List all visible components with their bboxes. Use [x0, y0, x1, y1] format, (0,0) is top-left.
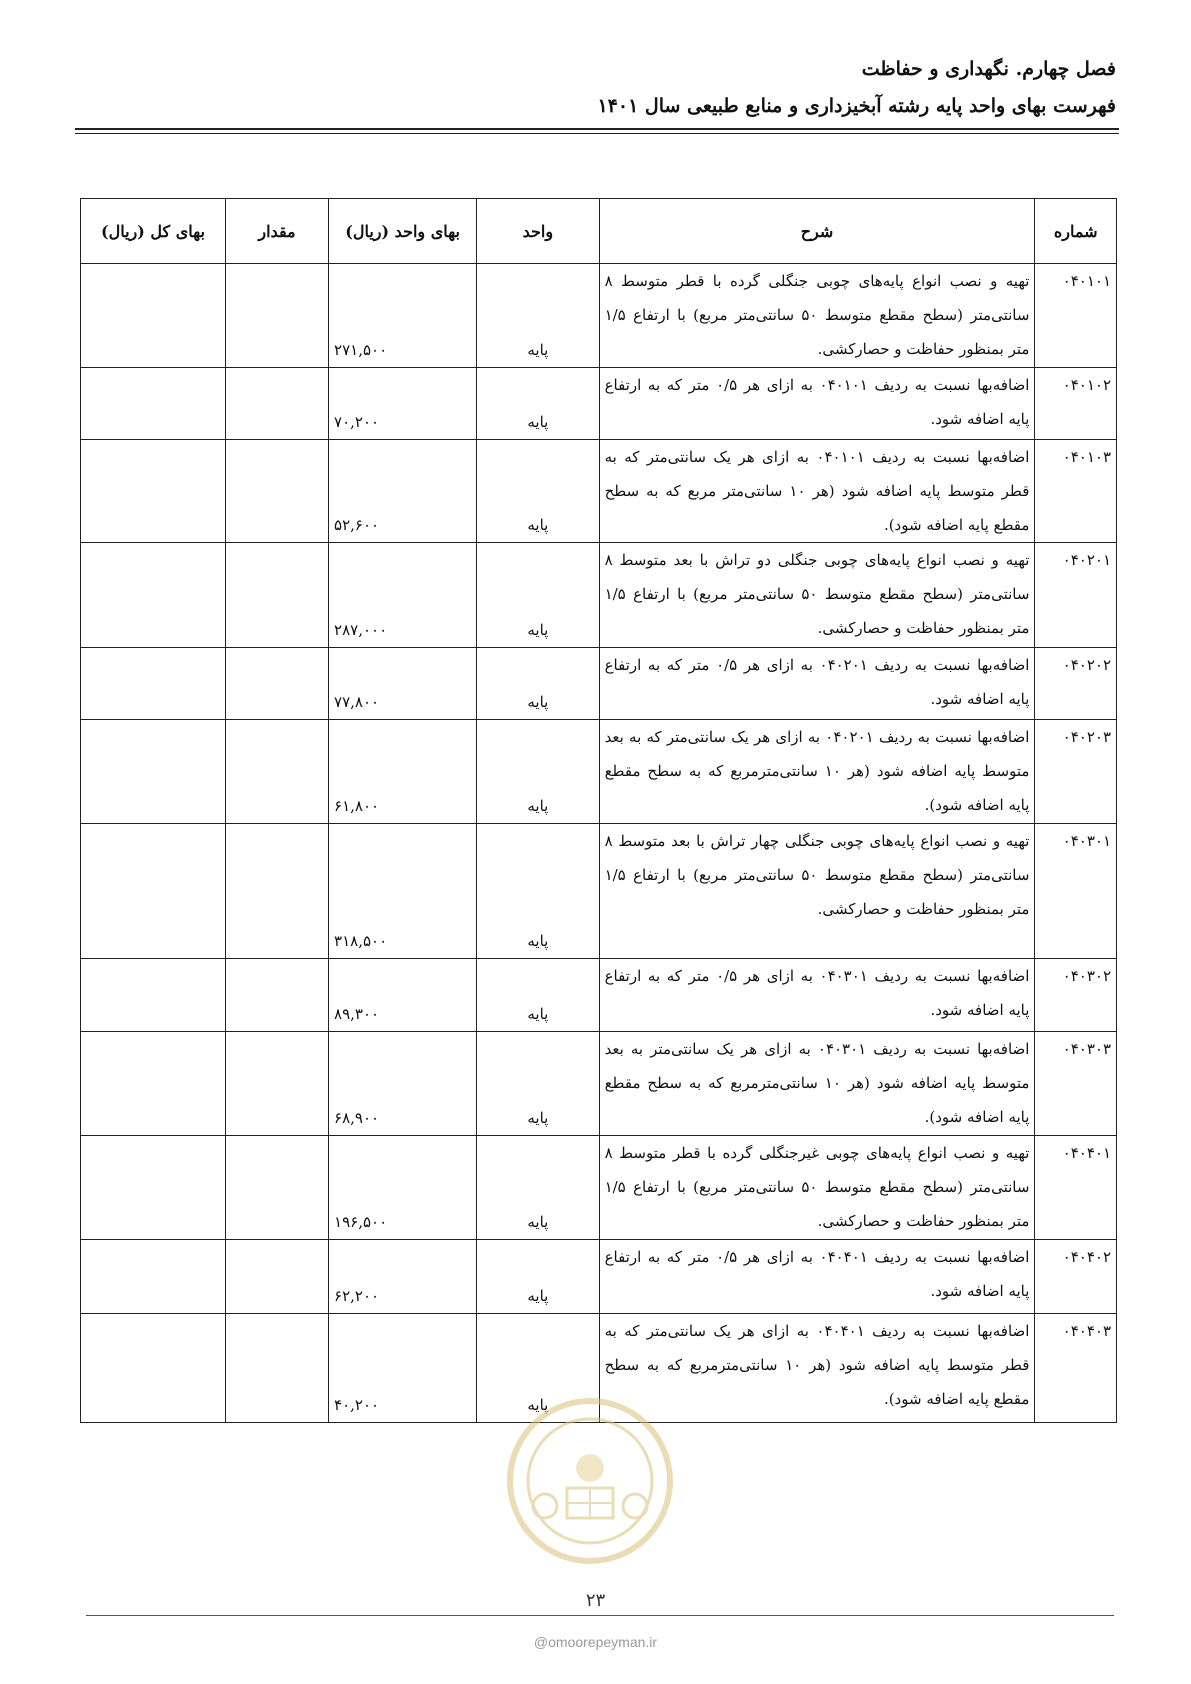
item-unit-price: ۶۲,۲۰۰ [329, 1240, 477, 1314]
item-number: ۰۴۰۳۰۱ [1035, 824, 1117, 959]
item-description: اضافه‌بها نسبت به ردیف ۰۴۰۴۰۱ به ازای هر یک سانتی‌متر که به قطر متوسط پایه اضافه شود (هر ۱۰ سانتی‌مترمربع که به سطح مقطع پایه اضافه شود). [599, 1314, 1035, 1423]
table-row [81, 824, 1117, 959]
item-description: اضافه‌بها نسبت به ردیف ۰۴۰۳۰۱ به ازای هر ۰/۵ متر که به ارتفاع پایه اضافه شود. [599, 959, 1035, 1032]
item-unit-price: ۶۸,۹۰۰ [329, 1032, 477, 1136]
item-quantity [225, 648, 328, 720]
item-quantity [225, 1136, 328, 1240]
table-row [81, 1240, 1117, 1314]
item-description: تهیه و نصب انواع پایه‌های چوبی جنگلی دو تراش با بعد متوسط ۸ سانتی‌متر (سطح مقطع متوسط ۵۰ سانتی‌متر مربع) با ارتفاع ۱/۵ متر بمنظور حفاظت و حصارکشی. [599, 543, 1035, 648]
item-quantity [225, 1032, 328, 1136]
header-unit: واحد [477, 199, 599, 264]
item-description: اضافه‌بها نسبت به ردیف ۰۴۰۴۰۱ به ازای هر ۰/۵ متر که به ارتفاع پایه اضافه شود. [599, 1240, 1035, 1314]
item-unit-price: ۲۷۱,۵۰۰ [329, 264, 477, 368]
item-total [81, 1240, 226, 1314]
item-unit: پایه [477, 1314, 599, 1423]
table-row [81, 1032, 1117, 1136]
item-unit: پایه [477, 1032, 599, 1136]
item-number: ۰۴۰۲۰۱ [1035, 543, 1117, 648]
item-description: اضافه‌بها نسبت به ردیف ۰۴۰۲۰۱ به ازای هر ۰/۵ متر که به ارتفاع پایه اضافه شود. [599, 648, 1035, 720]
item-description: اضافه‌بها نسبت به ردیف ۰۴۰۲۰۱ به ازای هر یک سانتی‌متر که به بعد متوسط پایه اضافه شود (هر ۱۰ سانتی‌مترمربع که به سطح مقطع پایه اضافه شود). [599, 720, 1035, 824]
header-unit-price: بهای واحد (ریال) [329, 199, 477, 264]
item-total [81, 543, 226, 648]
chapter-title: فصل چهارم. نگهداری و حفاظت [861, 58, 1116, 80]
item-total [81, 264, 226, 368]
table-row [81, 368, 1117, 440]
item-quantity [225, 959, 328, 1032]
item-unit-price: ۸۹,۳۰۰ [329, 959, 477, 1032]
table-row [81, 440, 1117, 543]
header-rule-thin [75, 133, 1119, 134]
item-quantity [225, 264, 328, 368]
item-unit-price: ۷۰,۲۰۰ [329, 368, 477, 440]
item-unit: پایه [477, 1240, 599, 1314]
table-row [81, 264, 1117, 368]
item-total [81, 824, 226, 959]
item-unit: پایه [477, 824, 599, 959]
item-total [81, 440, 226, 543]
item-unit: پایه [477, 543, 599, 648]
table-row [81, 543, 1117, 648]
item-number: ۰۴۰۴۰۳ [1035, 1314, 1117, 1423]
item-unit-price: ۷۷,۸۰۰ [329, 648, 477, 720]
item-unit-price: ۲۸۷,۰۰۰ [329, 543, 477, 648]
table-row [81, 720, 1117, 824]
seal-watermark-icon [505, 1396, 675, 1566]
item-number: ۰۴۰۲۰۳ [1035, 720, 1117, 824]
table-header-row [81, 199, 1117, 264]
item-unit-price: ۵۲,۶۰۰ [329, 440, 477, 543]
item-number: ۰۴۰۱۰۳ [1035, 440, 1117, 543]
item-total [81, 1136, 226, 1240]
item-description: اضافه‌بها نسبت به ردیف ۰۴۰۳۰۱ به ازای هر یک سانتی‌متر به بعد متوسط پایه اضافه شود (هر ۱۰ سانتی‌مترمربع که به سطح مقطع پایه اضافه شود). [599, 1032, 1035, 1136]
website-watermark: @omoorepeyman.ir [533, 1634, 658, 1650]
item-total [81, 368, 226, 440]
table-row [81, 1136, 1117, 1240]
item-number: ۰۴۰۴۰۲ [1035, 1240, 1117, 1314]
item-number: ۰۴۰۲۰۲ [1035, 648, 1117, 720]
item-number: ۰۴۰۱۰۱ [1035, 264, 1117, 368]
item-total [81, 959, 226, 1032]
header-description: شرح [599, 199, 1035, 264]
header-quantity: مقدار [225, 199, 328, 264]
item-number: ۰۴۰۴۰۱ [1035, 1136, 1117, 1240]
header-rule-thick [75, 128, 1119, 130]
item-total [81, 648, 226, 720]
item-quantity [225, 1240, 328, 1314]
item-description: اضافه‌بها نسبت به ردیف ۰۴۰۱۰۱ به ازای هر ۰/۵ متر که به ارتفاع پایه اضافه شود. [599, 368, 1035, 440]
table-row [81, 959, 1117, 1032]
item-unit: پایه [477, 368, 599, 440]
price-list-table [80, 198, 1117, 1423]
item-number: ۰۴۰۱۰۲ [1035, 368, 1117, 440]
item-total [81, 720, 226, 824]
item-quantity [225, 543, 328, 648]
item-total [81, 1032, 226, 1136]
item-unit: پایه [477, 440, 599, 543]
footer-rule [86, 1615, 1114, 1616]
item-unit-price: ۶۱,۸۰۰ [329, 720, 477, 824]
item-total [81, 1314, 226, 1423]
item-quantity [225, 1314, 328, 1423]
item-unit-price: ۱۹۶,۵۰۰ [329, 1136, 477, 1240]
item-unit: پایه [477, 959, 599, 1032]
item-quantity [225, 720, 328, 824]
page-number: ۲۳ [585, 1590, 606, 1611]
header-total-price: بهای کل (ریال) [81, 199, 226, 264]
document-subtitle: فهرست بهای واحد پایه رشته آبخیزداری و منابع طبیعی سال ۱۴۰۱ [597, 95, 1116, 117]
item-unit: پایه [477, 1136, 599, 1240]
item-description: اضافه‌بها نسبت به ردیف ۰۴۰۱۰۱ به ازای هر یک سانتی‌متر که به قطر متوسط پایه اضافه شود (هر ۱۰ سانتی‌متر مربع که به سطح مقطع پایه اضافه شود). [599, 440, 1035, 543]
item-unit: پایه [477, 720, 599, 824]
item-quantity [225, 440, 328, 543]
item-quantity [225, 368, 328, 440]
item-quantity [225, 824, 328, 959]
item-number: ۰۴۰۳۰۳ [1035, 1032, 1117, 1136]
header-number: شماره [1035, 199, 1117, 264]
item-unit-price: ۴۰,۲۰۰ [329, 1314, 477, 1423]
table-row [81, 648, 1117, 720]
item-description: تهیه و نصب انواع پایه‌های چوبی جنگلی گرده با قطر متوسط ۸ سانتی‌متر (سطح مقطع متوسط ۵۰ سانتی‌متر مربع) با ارتفاع ۱/۵ متر بمنظور حفاظت و حصارکشی. [599, 264, 1035, 368]
item-description: تهیه و نصب انواع پایه‌های چوبی غیرجنگلی گرده با قطر متوسط ۸ سانتی‌متر (سطح مقطع متوسط ۵۰ سانتی‌متر مربع) با ارتفاع ۱/۵ متر بمنظور حفاظت و حصارکشی. [599, 1136, 1035, 1240]
item-unit: پایه [477, 648, 599, 720]
item-unit-price: ۳۱۸,۵۰۰ [329, 824, 477, 959]
item-unit: پایه [477, 264, 599, 368]
item-description: تهیه و نصب انواع پایه‌های چوبی جنگلی چهار تراش با بعد متوسط ۸ سانتی‌متر (سطح مقطع متوسط ۵۰ سانتی‌متر مربع) با ارتفاع ۱/۵ متر بمنظور حفاظت و حصارکشی. [599, 824, 1035, 959]
item-number: ۰۴۰۳۰۲ [1035, 959, 1117, 1032]
